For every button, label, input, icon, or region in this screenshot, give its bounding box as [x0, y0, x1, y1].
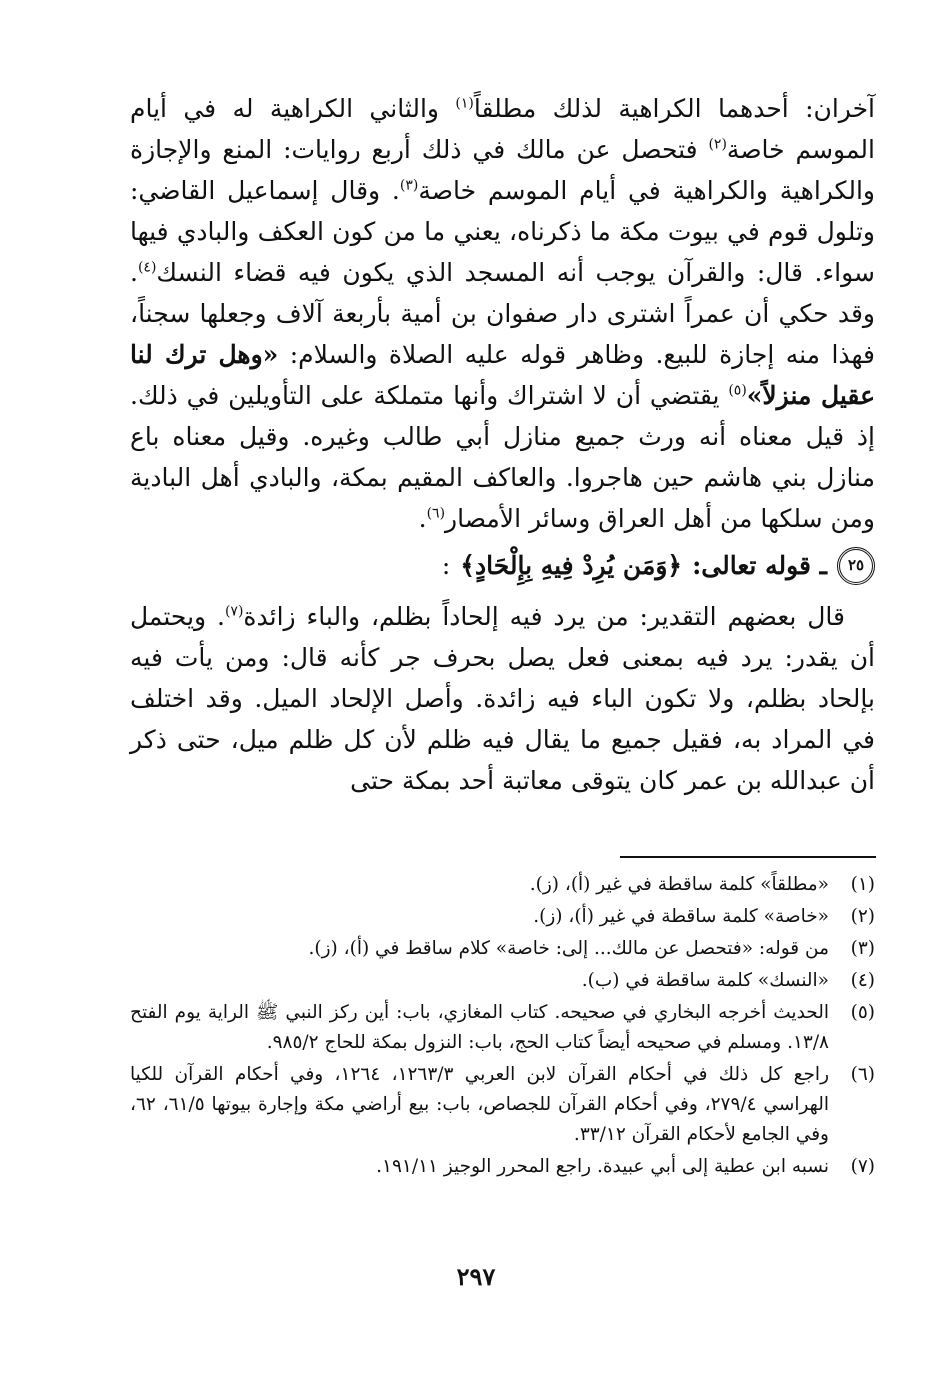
footnote-ref: (٥): [728, 382, 747, 399]
text-run: يقتضي أن لا اشتراك وأنها متملكة على التأويلين في ذلك. إذ قيل معناه أنه ورث جميع منازل أبي طالب وغيره. وقيل معناه باع منازل بني هاشم حين هاجروا. والعاكف المقيم بمكة، والبادي أهل البادية ومن سلكها من أهل العراق وسائر الأمصار: [130, 381, 875, 533]
footnote-item: [130, 966, 875, 996]
quran-verse: ﴿وَمَن يُرِدْ فِيهِ بِإِلْحَادٍ﴾: [460, 551, 683, 580]
footnotes: [130, 870, 875, 1184]
footnote-text: «النسك» كلمة ساقطة في (ب).: [581, 970, 829, 991]
heading-colon: :: [441, 551, 451, 580]
footnote-text: نسبه ابن عطية إلى أبي عبيدة. راجع المحرر الوجيز ١٩١/١١.: [376, 1156, 829, 1177]
text-run: . ويحتمل أن يقدر: يرد فيه بمعنى فعل يصل بحرف جر كأنه قال: ومن يأت فيه بإلحاد بظلم، ولا تكون الباء فيه زائدة. وأصل الإلحاد الميل. وقد اختلف في المراد به، فقيل جميع ما يقال فيه ظلم لأن كل ظلم ميل، حتى ذكر أن عبدالله بن عمر كان يتوقى معاتبة أحد بمكة حتى: [130, 602, 876, 795]
footnote-number: (٢): [850, 906, 875, 927]
text-run: آخران: أحدهما الكراهية لذلك مطلقاً: [473, 94, 875, 123]
verse-heading: [130, 545, 875, 586]
footnote-item: [130, 902, 875, 932]
footnote-number: (٤): [850, 970, 875, 991]
text-run: قال بعضهم التقدير: من يرد فيه إلحاداً بظلم، والباء زائدة: [243, 602, 845, 631]
footnote-number: (٣): [850, 938, 875, 959]
footnote-text: من قوله: «فتحصل عن مالك... إلى: خاصة» كلام ساقط في (أ)، (ز).: [308, 938, 829, 959]
text-run: .: [418, 504, 427, 533]
text-run: . وقد حكي أن عمراً اشترى دار صفوان بن أمية بأربعة آلاف وجعلها سجناً، فهذا منه إجازة للبيع. وظاهر قوله عليه الصلاة والسلام:: [130, 258, 876, 369]
footnote-ref: (١): [455, 95, 474, 112]
footnote-ref: (٦): [426, 505, 446, 522]
hadith-quote: «وهل ترك لنا عقيل منزلاً»: [130, 340, 876, 410]
paragraph-1: [130, 88, 875, 539]
footnote-number: (٦): [850, 1064, 875, 1085]
footnote-divider: [620, 856, 876, 858]
verse-number-badge: ٢٥: [837, 547, 875, 585]
heading-label: ـ قوله تعالى:: [692, 551, 827, 580]
paragraph-2: [130, 596, 875, 801]
footnote-text: راجع كل ذلك في أحكام القرآن لابن العربي ١٢٦٣/٣، ١٢٦٤، وفي أحكام القرآن للكيا الهراسي ٢٧٩/٤، وفي أحكام القرآن للجصاص، باب: بيع أراضي مكة وإجارة بيوتها ٦١/٥، ٦٢، وفي الجامع لأحكام القرآن ٣٣/١٢.: [130, 1064, 829, 1145]
footnote-ref: (٣): [399, 177, 419, 194]
footnote-number: (٥): [850, 1002, 875, 1023]
footnote-ref: (٧): [224, 603, 244, 620]
page-number: ٢٩٧: [456, 1262, 496, 1291]
footnote-item: [130, 934, 875, 964]
footnote-item: [130, 1152, 875, 1182]
footnote-item: [130, 1060, 875, 1150]
footnote-number: (١): [850, 874, 875, 895]
footnote-text: «خاصة» كلمة ساقطة في غير (أ)، (ز).: [533, 906, 829, 927]
footnote-text: «مطلقاً» كلمة ساقطة في غير (أ)، (ز).: [529, 874, 829, 895]
footnote-number: (٧): [850, 1156, 875, 1177]
footnote-ref: (٤): [137, 259, 157, 276]
text-run: والثاني الكراهية له في أيام الموسم خاصة: [130, 94, 875, 164]
main-text: [130, 88, 875, 801]
footnote-ref: (٢): [708, 136, 727, 153]
footnote-item: [130, 870, 875, 900]
footnote-text: الحديث أخرجه البخاري في صحيحه. كتاب المغازي، باب: أين ركز النبي ﷺ الراية يوم الفتح ١٣/٨. ومسلم في صحيحه أيضاً كتاب الحج، باب: النزول بمكة للحاج ٩٨٥/٢.: [130, 1002, 829, 1053]
text-run: . وقال إسماعيل القاضي: وتلول قوم في بيوت مكة ما ذكرناه، يعني ما من كون العكف والبادي فيها سواء. قال: والقرآن يوجب أنه المسجد الذي يكون فيه قضاء النسك: [130, 176, 875, 287]
footnote-item: [130, 998, 875, 1058]
text-run: فتحصل عن مالك في ذلك أربع روايات: المنع والإجازة والكراهية والكراهية في أيام الموسم خاصة: [130, 135, 876, 205]
